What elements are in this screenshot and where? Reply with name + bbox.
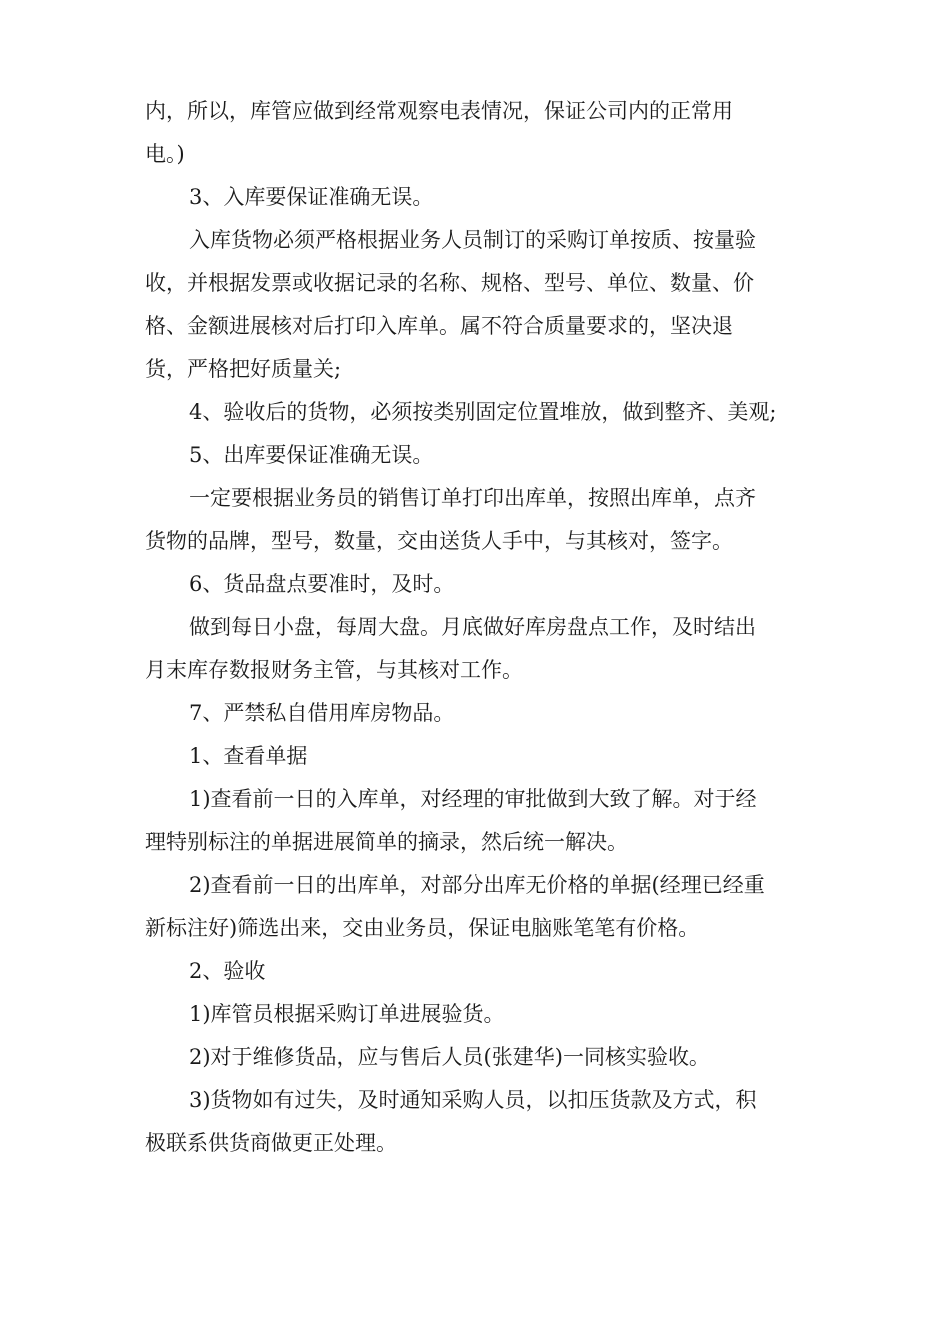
text-line: 极联系供货商做更正处理。 — [145, 1131, 397, 1155]
text-line: 3、入库要保证准确无误。 — [189, 185, 434, 209]
text-line: 月末库存数报财务主管，与其核对工作。 — [145, 658, 523, 682]
text-line: 做到每日小盘，每周大盘。月底做好库房盘点工作，及时结出 — [189, 615, 756, 639]
text-line: 理特别标注的单据进展简单的摘录，然后统一解决。 — [145, 830, 628, 854]
text-line: 6、货品盘点要准时，及时。 — [189, 572, 455, 596]
text-line: 1、查看单据 — [189, 744, 308, 768]
text-line: 新标注好)筛选出来，交由业务员，保证电脑账笔笔有价格。 — [145, 916, 700, 940]
text-line: 2)对于维修货品，应与售后人员(张建华)一同核实验收。 — [189, 1045, 710, 1069]
text-line: 货物的品牌，型号，数量，交由送货人手中，与其核对，签字。 — [145, 529, 733, 553]
text-line: 2)查看前一日的出库单，对部分出库无价格的单据(经理已经重 — [189, 873, 765, 897]
text-line: 电。) — [145, 142, 185, 166]
document-body — [145, 90, 835, 1165]
text-line: 5、出库要保证准确无误。 — [189, 443, 434, 467]
text-line: 入库货物必须严格根据业务人员制订的采购订单按质、按量验 — [189, 228, 756, 252]
text-line: 7、严禁私自借用库房物品。 — [189, 701, 455, 725]
text-line: 货，严格把好质量关; — [145, 357, 342, 381]
text-line: 内，所以，库管应做到经常观察电表情况，保证公司内的正常用 — [145, 99, 733, 123]
text-line: 3)货物如有过失，及时通知采购人员，以扣压货款及方式，积 — [189, 1088, 757, 1112]
text-line: 格、金额进展核对后打印入库单。属不符合质量要求的，坚决退 — [145, 314, 733, 338]
text-line: 收，并根据发票或收据记录的名称、规格、型号、单位、数量、价 — [145, 271, 754, 295]
text-line: 一定要根据业务员的销售订单打印出库单，按照出库单，点齐 — [189, 486, 756, 510]
text-line: 4、验收后的货物，必须按类别固定位置堆放，做到整齐、美观; — [189, 400, 777, 424]
text-line: 1)库管员根据采购订单进展验货。 — [189, 1002, 505, 1026]
text-line: 2、验收 — [189, 959, 266, 983]
text-line: 1)查看前一日的入库单，对经理的审批做到大致了解。对于经 — [189, 787, 757, 811]
